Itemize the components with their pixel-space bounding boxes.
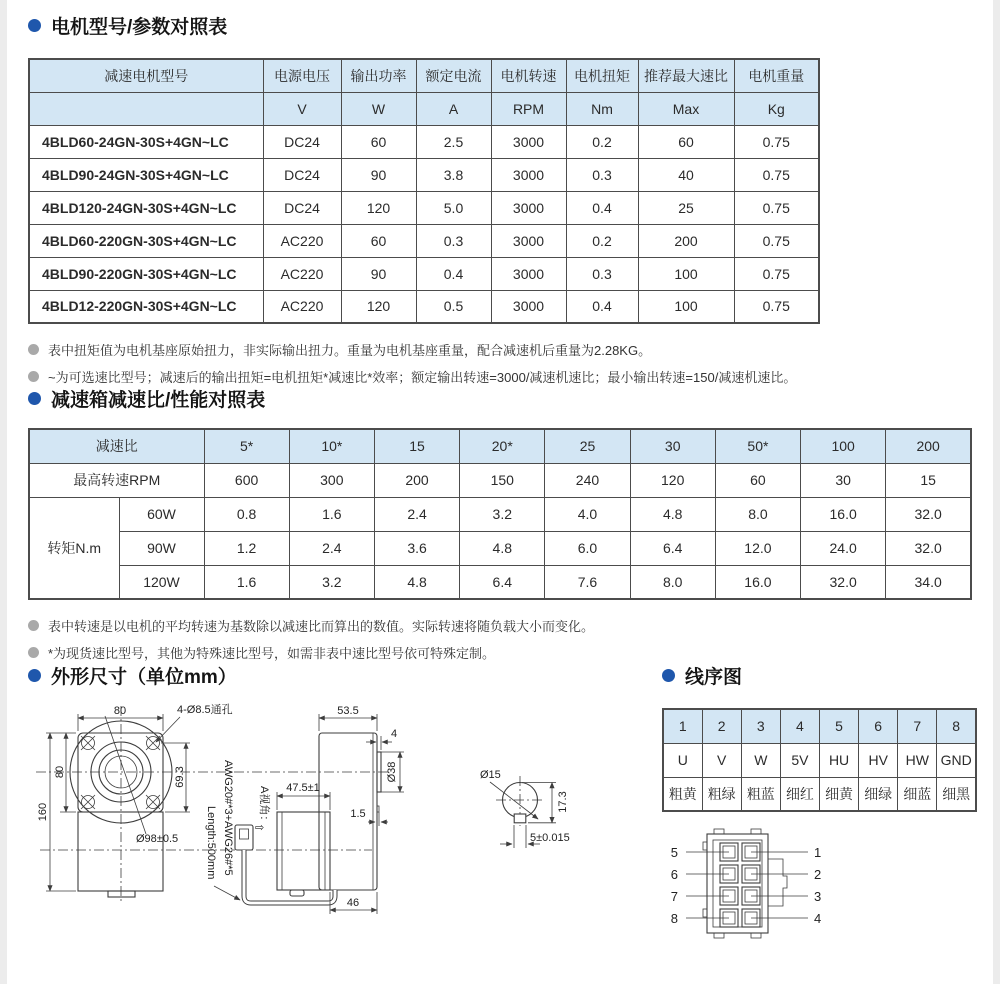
- torque-cell: 6.0: [545, 531, 630, 565]
- section-title-gearbox-ratio: [28, 385, 265, 412]
- value-cell: 3000: [491, 191, 566, 224]
- dim-hole-span: 69.3: [174, 766, 186, 788]
- connector-pins: [720, 843, 760, 927]
- pin-label: 8: [670, 911, 678, 926]
- pin-number: 4: [780, 709, 819, 743]
- pin-label: 3: [814, 889, 822, 904]
- pin-label: 1: [814, 845, 822, 860]
- rpm-cell: 300: [289, 463, 374, 497]
- dim-key-width: 5±0.015: [530, 832, 570, 844]
- value-cell: 0.2: [566, 125, 638, 158]
- value-cell: 25: [638, 191, 734, 224]
- value-cell: 0.2: [566, 224, 638, 257]
- torque-cell: 1.6: [204, 565, 289, 599]
- wire-color-cell: 细蓝: [898, 777, 937, 811]
- pin-number: 6: [859, 709, 898, 743]
- table-row: [29, 158, 819, 191]
- model-cell: 4BLD90-220GN-30S+4GN~LC: [29, 257, 263, 290]
- blue-bullet-icon: [28, 669, 41, 682]
- model-cell: 4BLD90-24GN-30S+4GN~LC: [29, 158, 263, 191]
- gearbox-ratio-table: [28, 428, 972, 600]
- col-header: 电机重量: [734, 59, 819, 92]
- torque-cell: 3.2: [460, 497, 545, 531]
- ratio-cell: 200: [886, 429, 971, 463]
- torque-cell: 8.0: [630, 565, 715, 599]
- dim-step: 1.5: [350, 808, 366, 820]
- value-cell: 0.4: [416, 257, 491, 290]
- ratio-cell: 100: [801, 429, 886, 463]
- value-cell: 90: [341, 257, 416, 290]
- view-angle-arrow-icon: ⇨: [255, 822, 265, 834]
- table-row: [29, 191, 819, 224]
- pin-label: 2: [814, 867, 822, 882]
- col-header: 电机转速: [491, 59, 566, 92]
- page-right-edge: [993, 0, 1000, 984]
- rpm-cell: 240: [545, 463, 630, 497]
- torque-cell: 12.0: [715, 531, 800, 565]
- blue-bullet-icon: [28, 19, 41, 32]
- note-text: ~为可选速比型号；减速后的输出扭矩=电机扭矩*减速比*效率；额定输出转速=3000/减速机速比；最小输出转速=150/减速机速比。: [48, 370, 797, 385]
- value-cell: 60: [638, 125, 734, 158]
- torque-cell: 6.4: [630, 531, 715, 565]
- col-header: 推荐最大速比: [638, 59, 734, 92]
- label-cable-spec: AWG20#*3+AWG26#*5: [222, 760, 234, 876]
- rpm-label-cell: 最高转速RPM: [29, 463, 204, 497]
- signal-cell: 5V: [780, 743, 819, 777]
- torque-cell: 6.4: [460, 565, 545, 599]
- note-text: *为现货速比型号，其他为特殊速比型号，如需非表中速比型号依可特殊定制。: [48, 646, 496, 661]
- pin-number: 1: [663, 709, 702, 743]
- value-cell: 2.5: [416, 125, 491, 158]
- pin-label: 6: [670, 867, 678, 882]
- section-title-wiring: [662, 662, 742, 689]
- value-cell: 0.4: [566, 290, 638, 323]
- value-cell: 100: [638, 257, 734, 290]
- dim-boss-width: 4: [390, 728, 398, 740]
- torque-cell: 8.0: [715, 497, 800, 531]
- ratio-header-row: [29, 429, 971, 463]
- table-row: [29, 125, 819, 158]
- label-through-holes: 4-Ø8.5通孔: [177, 704, 233, 716]
- torque-cell: 24.0: [801, 531, 886, 565]
- value-cell: 0.5: [416, 290, 491, 323]
- wire-color-cell: 粗绿: [702, 777, 741, 811]
- pin-label: 4: [814, 911, 822, 926]
- rpm-cell: 200: [374, 463, 459, 497]
- ratio-cell: 15: [374, 429, 459, 463]
- dimension-drawing: [28, 698, 643, 984]
- section-title-text: 线序图: [685, 667, 743, 688]
- dim-width-top: 80: [113, 705, 127, 717]
- section-title-dimensions: [28, 662, 237, 689]
- rpm-cell: 60: [715, 463, 800, 497]
- table-row: [29, 290, 819, 323]
- torque-cell: 32.0: [801, 565, 886, 599]
- gray-bullet-icon: [28, 371, 39, 382]
- torque-label-cell: 转矩N.m: [29, 497, 119, 599]
- value-cell: AC220: [263, 224, 341, 257]
- ratio-cell: 30: [630, 429, 715, 463]
- value-cell: 0.3: [566, 158, 638, 191]
- rpm-cell: 600: [204, 463, 289, 497]
- model-cell: 4BLD60-220GN-30S+4GN~LC: [29, 224, 263, 257]
- torque-cell: 16.0: [715, 565, 800, 599]
- gray-bullet-icon: [28, 344, 39, 355]
- note-line: [28, 643, 988, 662]
- signal-cell: U: [663, 743, 702, 777]
- value-cell: 40: [638, 158, 734, 191]
- wire-color-cell: 细绿: [859, 777, 898, 811]
- dim-total-height: 160: [37, 802, 49, 822]
- value-cell: 60: [341, 224, 416, 257]
- dim-shaft-dia: Ø15: [480, 769, 501, 781]
- value-cell: 3000: [491, 158, 566, 191]
- shaft-detail-drawing: [480, 769, 570, 848]
- section-title-text: 外形尺寸（单位mm）: [51, 667, 237, 688]
- pin-number: 3: [741, 709, 780, 743]
- value-cell: 3000: [491, 224, 566, 257]
- value-cell: 3000: [491, 125, 566, 158]
- connector-pinout-diagram: [650, 826, 970, 976]
- torque-cell: 16.0: [801, 497, 886, 531]
- rpm-cell: 150: [460, 463, 545, 497]
- connector-pin-labels: [671, 845, 821, 926]
- gray-bullet-icon: [28, 620, 39, 631]
- power-cell: 60W: [119, 497, 204, 531]
- note-line: [28, 616, 988, 635]
- power-cell: 90W: [119, 531, 204, 565]
- blue-bullet-icon: [662, 669, 675, 682]
- signal-cell: HV: [859, 743, 898, 777]
- label-boss-circle: Ø98±0.5: [136, 833, 179, 845]
- signal-cell: V: [702, 743, 741, 777]
- section-title-motor-params: [28, 12, 227, 39]
- wire-color-cell: 细黑: [937, 777, 976, 811]
- table-units-row: [29, 92, 819, 125]
- torque-row: [29, 565, 971, 599]
- torque-cell: 1.2: [204, 531, 289, 565]
- col-header: 电机扭矩: [566, 59, 638, 92]
- dim-shaft-height: 17.3: [557, 791, 569, 813]
- motor-params-table: [28, 58, 820, 324]
- pin-number: 2: [702, 709, 741, 743]
- pin-label: 5: [670, 845, 678, 860]
- torque-cell: 4.0: [545, 497, 630, 531]
- torque-cell: 7.6: [545, 565, 630, 599]
- label-view-angle: A视角：: [258, 786, 270, 827]
- value-cell: 0.3: [416, 224, 491, 257]
- value-cell: DC24: [263, 125, 341, 158]
- dim-motor-depth: 47.5±1: [286, 782, 320, 794]
- unit-cell: A: [416, 92, 491, 125]
- label-cable-length: Length:500mm: [205, 806, 217, 880]
- value-cell: 0.4: [566, 191, 638, 224]
- value-cell: 200: [638, 224, 734, 257]
- value-cell: DC24: [263, 158, 341, 191]
- torque-cell: 4.8: [460, 531, 545, 565]
- value-cell: DC24: [263, 191, 341, 224]
- torque-cell: 3.2: [289, 565, 374, 599]
- value-cell: 3.8: [416, 158, 491, 191]
- pin-number: 5: [820, 709, 859, 743]
- torque-cell: 4.8: [630, 497, 715, 531]
- value-cell: 0.75: [734, 290, 819, 323]
- power-cell: 120W: [119, 565, 204, 599]
- pin-label: 7: [670, 889, 678, 904]
- dim-boss-dia: Ø38: [386, 761, 398, 783]
- signal-cell: GND: [937, 743, 976, 777]
- pin-number: 8: [937, 709, 976, 743]
- wire-color-cell: 细黄: [820, 777, 859, 811]
- ratio-cell: 10*: [289, 429, 374, 463]
- unit-cell: V: [263, 92, 341, 125]
- unit-cell: RPM: [491, 92, 566, 125]
- signal-cell: W: [741, 743, 780, 777]
- mounting-holes: [81, 736, 160, 809]
- value-cell: 3000: [491, 290, 566, 323]
- torque-cell: 1.6: [289, 497, 374, 531]
- value-cell: 0.75: [734, 257, 819, 290]
- col-header: 减速电机型号: [29, 59, 263, 92]
- table-header-row: [29, 59, 819, 92]
- wire-sequence-table: [662, 708, 977, 812]
- wire-color-row: [663, 777, 976, 811]
- torque-cell: 3.6: [374, 531, 459, 565]
- wire-color-cell: 粗蓝: [741, 777, 780, 811]
- note-line: [28, 367, 988, 386]
- wire-color-cell: 粗黄: [663, 777, 702, 811]
- model-cell: 4BLD120-24GN-30S+4GN~LC: [29, 191, 263, 224]
- col-header: 额定电流: [416, 59, 491, 92]
- note-line: [28, 340, 988, 359]
- rpm-cell: 15: [886, 463, 971, 497]
- table-row: [29, 257, 819, 290]
- value-cell: 120: [341, 290, 416, 323]
- gray-bullet-icon: [28, 647, 39, 658]
- value-cell: 90: [341, 158, 416, 191]
- value-cell: 0.75: [734, 224, 819, 257]
- torque-cell: 2.4: [374, 497, 459, 531]
- value-cell: 100: [638, 290, 734, 323]
- value-cell: AC220: [263, 257, 341, 290]
- section-title-text: 减速箱减速比/性能对照表: [51, 390, 266, 411]
- rpm-row: [29, 463, 971, 497]
- ratio-cell: 25: [545, 429, 630, 463]
- dim-depth: 53.5: [337, 705, 359, 717]
- note-text: 表中扭矩值为电机基座原始扭力，非实际输出扭力。重量为电机基座重量，配合减速机后重量为2.28KG。: [48, 343, 652, 358]
- torque-cell: 4.8: [374, 565, 459, 599]
- torque-row: [29, 497, 971, 531]
- page-left-edge: [0, 0, 7, 984]
- value-cell: 60: [341, 125, 416, 158]
- section-title-text: 电机型号/参数对照表: [51, 17, 228, 38]
- ratio-cell: 5*: [204, 429, 289, 463]
- dim-base: 46: [346, 897, 360, 909]
- ratio-cell: 20*: [460, 429, 545, 463]
- col-header: 电源电压: [263, 59, 341, 92]
- torque-row: [29, 531, 971, 565]
- torque-cell: 0.8: [204, 497, 289, 531]
- blue-bullet-icon: [28, 392, 41, 405]
- side-view-drawing: [205, 705, 404, 914]
- value-cell: 0.3: [566, 257, 638, 290]
- unit-cell: [29, 92, 263, 125]
- model-cell: 4BLD60-24GN-30S+4GN~LC: [29, 125, 263, 158]
- value-cell: 120: [341, 191, 416, 224]
- unit-cell: Kg: [734, 92, 819, 125]
- rpm-cell: 120: [630, 463, 715, 497]
- rpm-cell: 30: [801, 463, 886, 497]
- torque-cell: 2.4: [289, 531, 374, 565]
- signal-cell: HU: [820, 743, 859, 777]
- ratio-cell: 50*: [715, 429, 800, 463]
- pin-number: 7: [898, 709, 937, 743]
- note-text: 表中转速是以电机的平均转速为基数除以减速比而算出的数值。实际转速将随负载大小而变化。: [48, 619, 595, 634]
- signal-row: [663, 743, 976, 777]
- torque-cell: 32.0: [886, 531, 971, 565]
- table-row: [29, 224, 819, 257]
- value-cell: 0.75: [734, 191, 819, 224]
- signal-cell: HW: [898, 743, 937, 777]
- value-cell: 5.0: [416, 191, 491, 224]
- unit-cell: Max: [638, 92, 734, 125]
- col-header: 输出功率: [341, 59, 416, 92]
- unit-cell: W: [341, 92, 416, 125]
- ratio-label-cell: 减速比: [29, 429, 204, 463]
- wire-color-cell: 细红: [780, 777, 819, 811]
- torque-cell: 34.0: [886, 565, 971, 599]
- value-cell: 0.75: [734, 125, 819, 158]
- pin-number-row: [663, 709, 976, 743]
- value-cell: 3000: [491, 257, 566, 290]
- dim-flange-height: 80: [54, 765, 66, 779]
- value-cell: 0.75: [734, 158, 819, 191]
- value-cell: AC220: [263, 290, 341, 323]
- unit-cell: Nm: [566, 92, 638, 125]
- torque-cell: 32.0: [886, 497, 971, 531]
- model-cell: 4BLD12-220GN-30S+4GN~LC: [29, 290, 263, 323]
